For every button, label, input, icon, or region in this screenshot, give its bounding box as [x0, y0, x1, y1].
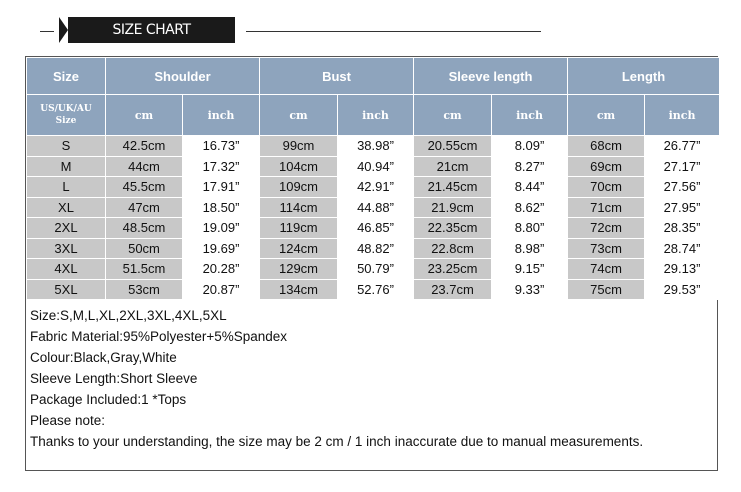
note-sizes: Size:S,M,L,XL,2XL,3XL,4XL,5XL — [30, 308, 227, 323]
bust-inch-cell: 38.98” — [338, 136, 414, 157]
bust-cm-cell: 109cm — [260, 177, 338, 198]
shoulder-inch-cell: 19.69” — [183, 238, 260, 259]
table-row — [27, 259, 720, 280]
sleeve-cm-cell: 22.35cm — [414, 218, 492, 239]
bust-inch-cell: 52.76” — [338, 279, 414, 300]
subheader-cm: cm — [414, 95, 492, 136]
sleeve-inch-cell: 8.98” — [492, 238, 568, 259]
header-line-right — [246, 31, 541, 32]
sleeve-cm-cell: 21cm — [414, 156, 492, 177]
sleeve-cm-cell: 23.25cm — [414, 259, 492, 280]
bust-cm-cell: 134cm — [260, 279, 338, 300]
bust-cm-cell: 129cm — [260, 259, 338, 280]
subheader-inch: inch — [183, 95, 260, 136]
sleeve-cm-cell: 21.45cm — [414, 177, 492, 198]
table-row — [27, 156, 720, 177]
subheader-cm: cm — [260, 95, 338, 136]
bust-cm-cell: 104cm — [260, 156, 338, 177]
sleeve-cm-cell: 23.7cm — [414, 279, 492, 300]
sleeve-cm-cell: 22.8cm — [414, 238, 492, 259]
size-cell: 4XL — [27, 259, 106, 280]
length-cm-cell: 71cm — [568, 197, 645, 218]
shoulder-cm-cell: 47cm — [106, 197, 183, 218]
table-row — [27, 197, 720, 218]
sleeve-inch-cell: 8.80” — [492, 218, 568, 239]
size-cell: S — [27, 136, 106, 157]
sleeve-inch-cell: 8.09” — [492, 136, 568, 157]
length-inch-cell: 29.53” — [645, 279, 720, 300]
length-inch-cell: 27.17” — [645, 156, 720, 177]
subheader-inch: inch — [338, 95, 414, 136]
banner-arrow — [59, 17, 68, 43]
subheader-size-line1: US/UK/AU — [40, 104, 92, 114]
table-row — [27, 218, 720, 239]
size-cell: L — [27, 177, 106, 198]
bust-inch-cell: 44.88” — [338, 197, 414, 218]
table-row — [27, 279, 720, 300]
length-inch-cell: 28.74” — [645, 238, 720, 259]
shoulder-cm-cell: 48.5cm — [106, 218, 183, 239]
bust-inch-cell: 48.82” — [338, 238, 414, 259]
bust-inch-cell: 42.91” — [338, 177, 414, 198]
note-package: Package Included:1 *Tops — [30, 392, 187, 407]
bust-inch-cell: 40.94” — [338, 156, 414, 177]
sleeve-inch-cell: 9.33” — [492, 279, 568, 300]
col-header-size: Size — [27, 58, 106, 95]
size-chart-banner: SIZE CHART — [68, 17, 235, 43]
sleeve-inch-cell: 8.62” — [492, 197, 568, 218]
col-header-bust: Bust — [260, 58, 414, 95]
shoulder-cm-cell: 50cm — [106, 238, 183, 259]
sleeve-cm-cell: 20.55cm — [414, 136, 492, 157]
subheader-size-line2: Size — [55, 116, 77, 126]
bust-inch-cell: 50.79” — [338, 259, 414, 280]
note-colour: Colour:Black,Gray,White — [30, 350, 177, 365]
shoulder-inch-cell: 17.32” — [183, 156, 260, 177]
bust-cm-cell: 119cm — [260, 218, 338, 239]
bust-cm-cell: 99cm — [260, 136, 338, 157]
note-please: Please note: — [30, 413, 106, 428]
note-sleeve: Sleeve Length:Short Sleeve — [30, 371, 198, 386]
subheader-inch: inch — [492, 95, 568, 136]
col-header-sleeve-length: Sleeve length — [414, 58, 568, 95]
sleeve-inch-cell: 8.27” — [492, 156, 568, 177]
length-cm-cell: 70cm — [568, 177, 645, 198]
note-fabric: Fabric Material:95%Polyester+5%Spandex — [30, 329, 288, 344]
shoulder-inch-cell: 19.09” — [183, 218, 260, 239]
size-cell: XL — [27, 197, 106, 218]
shoulder-cm-cell: 42.5cm — [106, 136, 183, 157]
sleeve-inch-cell: 8.44” — [492, 177, 568, 198]
product-notes — [30, 305, 710, 452]
length-cm-cell: 68cm — [568, 136, 645, 157]
sleeve-inch-cell: 9.15” — [492, 259, 568, 280]
shoulder-cm-cell: 45.5cm — [106, 177, 183, 198]
bust-cm-cell: 114cm — [260, 197, 338, 218]
subheader-cm: cm — [568, 95, 645, 136]
length-cm-cell: 72cm — [568, 218, 645, 239]
length-inch-cell: 26.77” — [645, 136, 720, 157]
bust-cm-cell: 124cm — [260, 238, 338, 259]
table-row — [27, 136, 720, 157]
size-cell: 2XL — [27, 218, 106, 239]
length-inch-cell: 28.35” — [645, 218, 720, 239]
length-inch-cell: 29.13” — [645, 259, 720, 280]
size-cell: M — [27, 156, 106, 177]
length-cm-cell: 74cm — [568, 259, 645, 280]
sleeve-cm-cell: 21.9cm — [414, 197, 492, 218]
length-cm-cell: 75cm — [568, 279, 645, 300]
size-chart-sheet — [25, 56, 718, 471]
size-table — [26, 57, 720, 300]
col-header-length: Length — [568, 58, 720, 95]
size-cell: 3XL — [27, 238, 106, 259]
size-table-body — [27, 136, 720, 300]
shoulder-inch-cell: 20.28” — [183, 259, 260, 280]
shoulder-inch-cell: 16.73” — [183, 136, 260, 157]
shoulder-inch-cell: 18.50” — [183, 197, 260, 218]
shoulder-cm-cell: 51.5cm — [106, 259, 183, 280]
table-row — [27, 177, 720, 198]
subheader-cm: cm — [106, 95, 183, 136]
col-header-shoulder: Shoulder — [106, 58, 260, 95]
header-line-left — [40, 31, 54, 32]
table-row — [27, 238, 720, 259]
length-inch-cell: 27.56” — [645, 177, 720, 198]
shoulder-inch-cell: 17.91” — [183, 177, 260, 198]
subheader-inch: inch — [645, 95, 720, 136]
shoulder-inch-cell: 20.87” — [183, 279, 260, 300]
length-cm-cell: 73cm — [568, 238, 645, 259]
bust-inch-cell: 46.85” — [338, 218, 414, 239]
length-inch-cell: 27.95” — [645, 197, 720, 218]
size-cell: 5XL — [27, 279, 106, 300]
shoulder-cm-cell: 53cm — [106, 279, 183, 300]
subheader-size — [27, 95, 106, 136]
length-cm-cell: 69cm — [568, 156, 645, 177]
shoulder-cm-cell: 44cm — [106, 156, 183, 177]
note-disclaimer: Thanks to your understanding, the size may be 2 cm / 1 inch inaccurate due to manual measurements. — [30, 434, 644, 449]
